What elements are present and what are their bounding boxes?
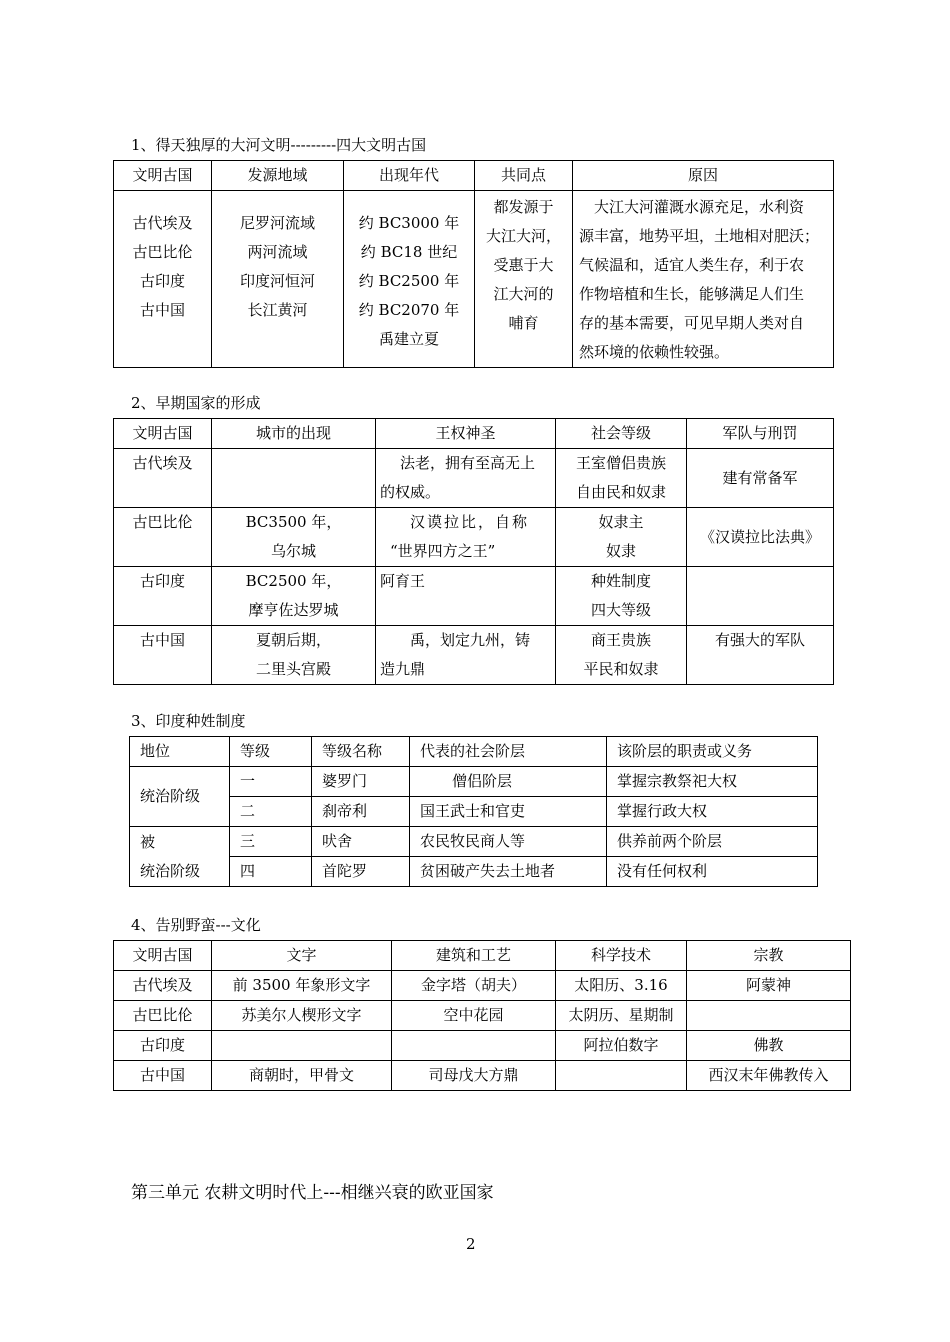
common-point-line: 哺育 <box>508 314 539 332</box>
rank-line: 商王贵族 <box>590 631 651 649</box>
common-point-line: 大江大河， <box>485 227 561 245</box>
class-cell: 贫困破产失去土地者 <box>410 857 607 887</box>
year-cell: 约 BC2070 年 <box>358 301 460 319</box>
reason-line: 然环境的依赖性较强。 <box>579 343 730 361</box>
duty-cell: 供养前两个阶层 <box>607 827 818 857</box>
city-line: 夏朝后期， <box>255 631 331 649</box>
writing-cell: 商朝时，甲骨文 <box>212 1061 392 1091</box>
architecture-cell: 金字塔（胡夫） <box>392 971 556 1001</box>
reason-line: 大江大河灌溉水源充足，水利资 <box>594 198 805 216</box>
army-cell: 《汉谟拉比法典》 <box>687 508 834 567</box>
header-cell: 建筑和工艺 <box>392 941 556 971</box>
class-cell: 僧侣阶层 <box>410 767 607 797</box>
architecture-cell <box>392 1031 556 1061</box>
class-cell: 国王武士和官吏 <box>410 797 607 827</box>
region-cell: 尼罗河流域 <box>239 214 315 232</box>
level-cell: 二 <box>230 797 312 827</box>
country-cell: 古代埃及 <box>132 214 193 232</box>
rank-cell <box>556 626 687 685</box>
unit-title: 第三单元 农耕文明时代上---相继兴衰的欧亚国家 <box>131 1183 494 1203</box>
rank-line: 种姓制度 <box>590 572 651 590</box>
year-cell: 约 BC2500 年 <box>358 272 460 290</box>
city-line: 乌尔城 <box>270 542 316 560</box>
country-cell: 古印度 <box>139 272 185 290</box>
city-line: BC3500 年， <box>245 513 342 531</box>
header-cell: 发源地域 <box>212 161 344 191</box>
header-cell: 文明古国 <box>114 941 212 971</box>
header-cell: 等级名称 <box>312 737 410 767</box>
class-cell: 农民牧民商人等 <box>410 827 607 857</box>
city-cell <box>212 508 376 567</box>
header-cell: 城市的出现 <box>212 419 376 449</box>
level-cell: 一 <box>230 767 312 797</box>
country-cell: 古巴比伦 <box>114 508 212 567</box>
science-cell: 太阳历、3.16 <box>556 971 687 1001</box>
rank-line: 王室僧侣贵族 <box>575 454 666 472</box>
header-cell: 科学技术 <box>556 941 687 971</box>
city-cell <box>212 567 376 626</box>
country-cell: 古中国 <box>139 301 185 319</box>
region-cell: 两河流域 <box>247 243 308 261</box>
year-cell: 约 BC3000 年 <box>358 214 460 232</box>
rank-cell <box>556 508 687 567</box>
country-cell: 古代埃及 <box>114 449 212 508</box>
reason-line: 气候温和，适宜人类生存，利于农 <box>579 256 805 274</box>
header-cell: 王权神圣 <box>376 419 556 449</box>
level-cell: 四 <box>230 857 312 887</box>
science-cell <box>556 1061 687 1091</box>
architecture-cell: 司母戊大方鼎 <box>392 1061 556 1091</box>
duty-cell: 掌握行政大权 <box>607 797 818 827</box>
ruled-class-line: 被 <box>140 832 156 851</box>
power-line: 阿育王 <box>380 572 426 590</box>
caste-name-cell: 刹帝利 <box>312 797 410 827</box>
common-point-cell <box>475 191 573 368</box>
power-line: 汉谟拉比，自称 <box>410 513 530 531</box>
country-cell: 古中国 <box>114 1061 212 1091</box>
header-cell: 军队与刑罚 <box>687 419 834 449</box>
rank-cell <box>556 567 687 626</box>
header-cell: 文字 <box>212 941 392 971</box>
city-cell <box>212 626 376 685</box>
ancient-civilizations-table <box>113 160 834 368</box>
page-number: 2 <box>466 1235 476 1253</box>
section-4-title: 4、告别野蛮---文化 <box>131 916 261 934</box>
region-column <box>212 191 344 368</box>
duty-cell: 没有任何权利 <box>607 857 818 887</box>
city-line: BC2500 年， <box>245 572 342 590</box>
header-cell: 该阶层的职责或义务 <box>607 737 818 767</box>
reason-line: 源丰富，地势平坦，土地相对肥沃； <box>579 227 820 245</box>
army-cell <box>687 567 834 626</box>
city-cell <box>212 449 376 508</box>
power-line: 造九鼎 <box>380 660 426 678</box>
power-line: “世界四方之王” <box>390 542 496 560</box>
architecture-cell: 空中花园 <box>392 1001 556 1031</box>
common-point-line: 都发源于 <box>493 198 554 216</box>
header-cell: 代表的社会阶层 <box>410 737 607 767</box>
city-line: 摩亨佐达罗城 <box>248 601 339 619</box>
rank-line: 奴隶主 <box>598 513 644 531</box>
duty-cell: 掌握宗教祭祀大权 <box>607 767 818 797</box>
rank-line: 平民和奴隶 <box>583 660 659 678</box>
writing-cell: 苏美尔人楔形文字 <box>212 1001 392 1031</box>
year-column <box>344 191 475 368</box>
culture-table <box>113 940 851 1091</box>
header-cell: 原因 <box>573 161 834 191</box>
header-cell: 共同点 <box>475 161 573 191</box>
region-cell: 长江黄河 <box>247 301 308 319</box>
rank-line: 四大等级 <box>590 601 651 619</box>
power-cell <box>376 508 556 567</box>
religion-cell: 佛教 <box>687 1031 851 1061</box>
religion-cell <box>687 1001 851 1031</box>
common-point-line: 江大河的 <box>493 285 554 303</box>
caste-system-table <box>129 736 818 887</box>
header-cell: 文明古国 <box>114 419 212 449</box>
level-cell: 三 <box>230 827 312 857</box>
section-3-title: 3、印度种姓制度 <box>131 712 246 730</box>
section-2-title: 2、早期国家的形成 <box>131 394 261 412</box>
country-cell: 古巴比伦 <box>132 243 193 261</box>
science-cell: 阿拉伯数字 <box>556 1031 687 1061</box>
rank-line: 奴隶 <box>605 542 636 560</box>
country-cell: 古印度 <box>114 1031 212 1061</box>
header-cell: 文明古国 <box>114 161 212 191</box>
caste-name-cell: 婆罗门 <box>312 767 410 797</box>
city-line: 二里头宫殿 <box>255 660 331 678</box>
caste-name-cell: 吠舍 <box>312 827 410 857</box>
ruled-class-cell <box>130 827 230 887</box>
army-cell: 建有常备军 <box>687 449 834 508</box>
header-cell: 出现年代 <box>344 161 475 191</box>
header-cell: 社会等级 <box>556 419 687 449</box>
power-cell <box>376 449 556 508</box>
writing-cell <box>212 1031 392 1061</box>
country-cell: 古中国 <box>114 626 212 685</box>
country-cell: 古巴比伦 <box>114 1001 212 1031</box>
reason-cell <box>573 191 834 368</box>
reason-line: 作物培植和生长，能够满足人们生 <box>579 285 805 303</box>
ruled-class-line: 统治阶级 <box>140 861 201 880</box>
power-line: 法老，拥有至高无上 <box>400 454 536 472</box>
power-cell <box>376 626 556 685</box>
region-cell: 印度河恒河 <box>239 272 315 290</box>
common-point-line: 受惠于大 <box>493 256 554 274</box>
army-cell: 有强大的军队 <box>687 626 834 685</box>
section-1-title: 1、得天独厚的大河文明---------四大文明古国 <box>131 136 427 154</box>
header-cell: 地位 <box>130 737 230 767</box>
power-line: 禹，划定九州，铸 <box>410 631 531 649</box>
header-cell: 宗教 <box>687 941 851 971</box>
power-cell <box>376 567 556 626</box>
caste-name-cell: 首陀罗 <box>312 857 410 887</box>
rank-cell <box>556 449 687 508</box>
header-cell: 等级 <box>230 737 312 767</box>
early-states-table <box>113 418 834 685</box>
year-cell: 禹建立夏 <box>378 330 439 348</box>
year-cell: 约 BC18 世纪 <box>360 243 458 261</box>
reason-line: 存的基本需要，可见早期人类对自 <box>579 314 805 332</box>
rank-line: 自由民和奴隶 <box>575 483 666 501</box>
power-line: 的权威。 <box>380 483 441 501</box>
religion-cell: 西汉末年佛教传入 <box>687 1061 851 1091</box>
ruling-class-cell: 统治阶级 <box>130 767 230 827</box>
writing-cell: 前 3500 年象形文字 <box>212 971 392 1001</box>
religion-cell: 阿蒙神 <box>687 971 851 1001</box>
country-column <box>114 191 212 368</box>
country-cell: 古代埃及 <box>114 971 212 1001</box>
science-cell: 太阴历、星期制 <box>556 1001 687 1031</box>
country-cell: 古印度 <box>114 567 212 626</box>
